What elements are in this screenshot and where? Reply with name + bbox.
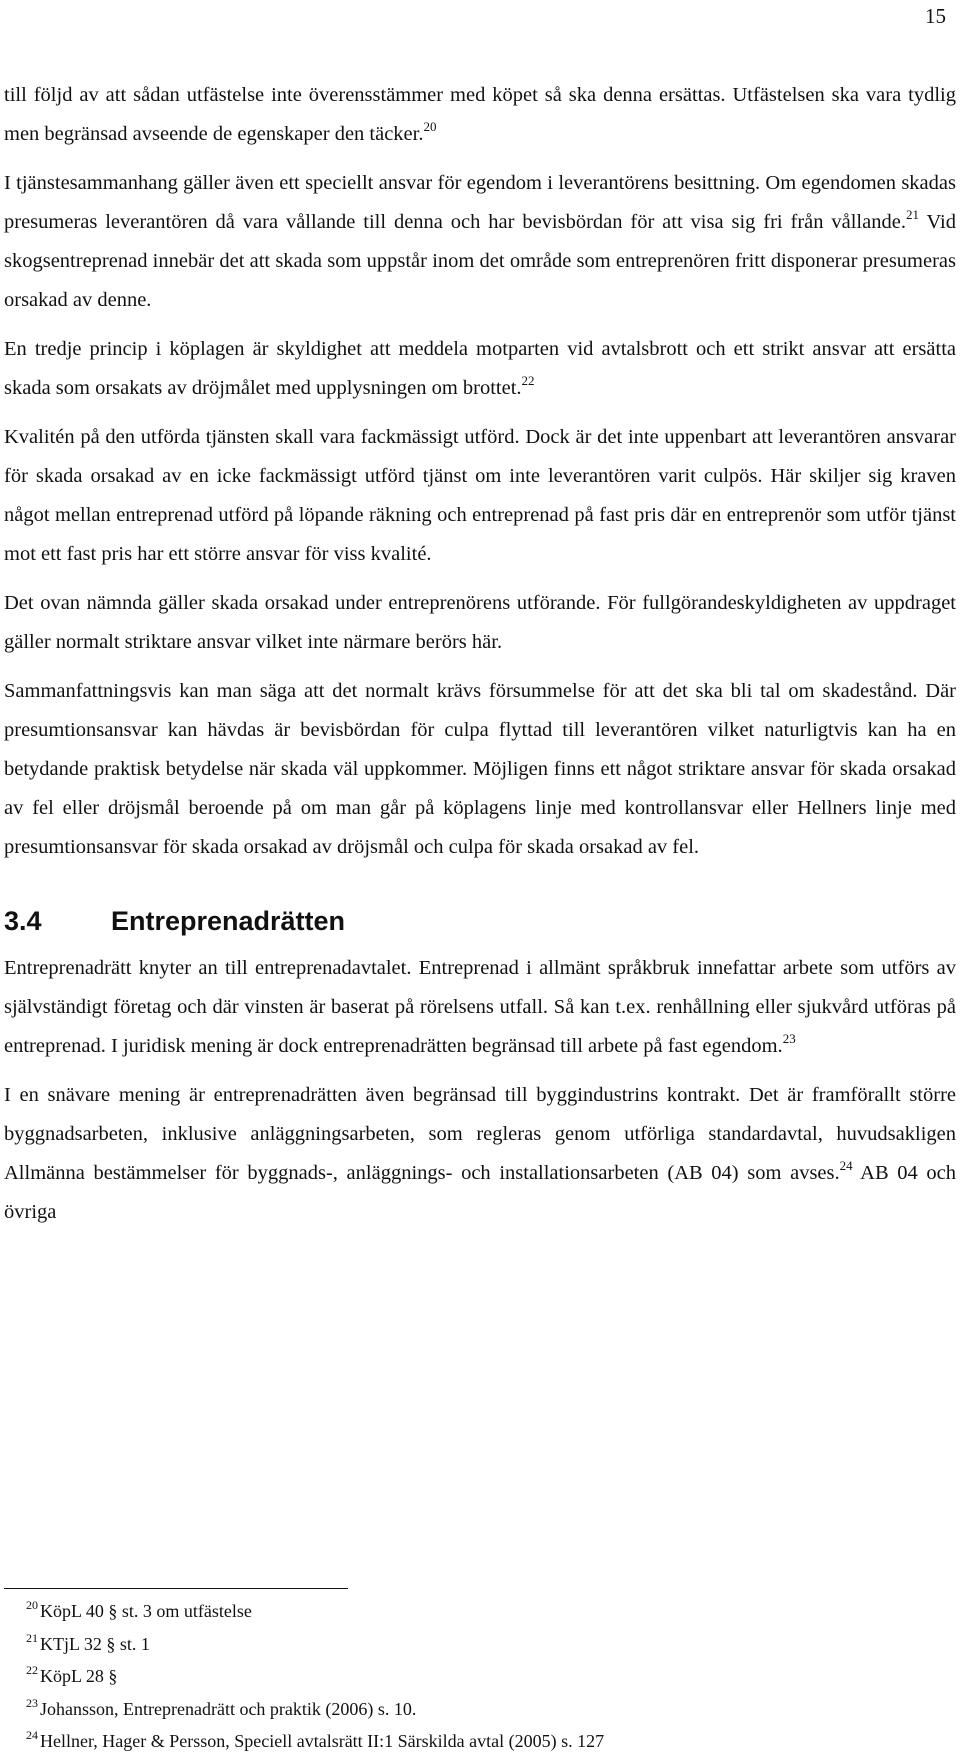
document-body [4, 76, 956, 1242]
paragraph [4, 76, 956, 154]
paragraph-text: I tjänstesammanhang gäller även ett speciellt ansvar för egendom i leverantörens besittning. Om egendomen skadas presumeras leverantören då vara vållande till denna och har bevisbördan för att visa sig fri från vållande. [4, 172, 956, 233]
footnote-reference[interactable]: 23 [782, 1031, 796, 1046]
footnote-reference[interactable]: 22 [521, 373, 535, 388]
footnote [4, 1660, 956, 1693]
paragraph-text: En tredje princip i köplagen är skyldighet att meddela motparten vid avtalsbrott och ett strikt ansvar att ersätta skada som orsakats av dröjmålet med upplysningen om brottet. [4, 338, 956, 399]
footnote-reference[interactable]: 24 [839, 1158, 853, 1173]
paragraph-text: Sammanfattningsvis kan man säga att det normalt krävs försummelse för att det ska bli tal om skadestånd. Där presumtionsansvar kan hävdas är bevisbördan för culpa flyttad till leverantören vilket naturligtvis kan ha en betydande praktisk betydelse när skada väl uppkommer. Möjligen finns ett något striktare ansvar för skada orsakad av fel eller dröjsmål beroende på om man går på köplagens linje med kontrollansvar eller Hellners linje med presumtionsansvar för skada orsakad av dröjsmål och culpa för skada orsakad av fel. [4, 680, 956, 858]
footnote-number: 23 [26, 1695, 38, 1710]
body-paragraphs [4, 76, 956, 867]
footnote-divider [4, 1588, 348, 1589]
paragraph [4, 164, 956, 320]
paragraph-text: till följd av att sådan utfästelse inte överensstämmer med köpet så ska denna ersättas. Utfästelsen ska vara tydlig men begränsad avseende de egenskaper den täcker. [4, 84, 956, 145]
footnote-reference[interactable]: 20 [423, 119, 437, 134]
section-heading [4, 899, 956, 943]
footnote-number: 22 [26, 1663, 38, 1677]
paragraph-text: Vid skogsentreprenad innebär det att skada som uppstår inom det område som entreprenören fritt disponerar presumeras orsakad av denne. [4, 211, 957, 311]
footnote [4, 1725, 956, 1758]
footnote [4, 1595, 956, 1628]
footnote-text: KTjL 32 § st. 1 [40, 1633, 150, 1654]
footnote-text: Johansson, Entreprenadrätt och praktik (2006) s. 10. [40, 1698, 417, 1719]
footnote [4, 1628, 956, 1661]
paragraph-text: AB 04 och övriga [4, 1162, 956, 1223]
paragraph-text: Det ovan nämnda gäller skada orsakad under entreprenörens utförande. För fullgörandeskyldigheten av uppdraget gäller normalt striktare ansvar vilket inte närmare berörs här. [4, 592, 956, 653]
footnote-text: KöpL 28 § [40, 1666, 118, 1686]
section-paragraphs [4, 949, 956, 1232]
footnote-reference[interactable]: 21 [905, 207, 919, 222]
section-number: 3.4 [4, 906, 42, 936]
paragraph [4, 672, 956, 867]
footnote-list [4, 1595, 956, 1758]
paragraph-text: I en snävare mening är entreprenadrätten även begränsad till byggindustrins kontrakt. Det är framförallt större byggnadsarbeten, inklusive anläggningsarbeten, som regleras genom utförliga standardavtal, huvudsakligen Allmänna bestämmelser för byggnads-, anläggnings- och installationsarbeten (AB 04) som avses. [4, 1084, 956, 1184]
footnote-number: 21 [26, 1630, 38, 1645]
paragraph [4, 1076, 956, 1232]
paragraph [4, 949, 956, 1066]
paragraph [4, 584, 956, 662]
paragraph [4, 418, 956, 574]
page-number: 15 [925, 4, 946, 28]
paragraph-text: Entreprenadrätt knyter an till entreprenadavtalet. Entreprenad i allmänt språkbruk innefattar arbete som utförs av självständigt företag och där vinsten är baserat på rörelsens utfall. Så kan t.ex. renhållning eller sjukvård utföras på entreprenad. I juridisk mening är dock entreprenadrätten begränsad till arbete på fast egendom. [4, 957, 956, 1057]
footnotes [4, 1588, 956, 1758]
paragraph-text: Kvalitén på den utförda tjänsten skall vara fackmässigt utförd. Dock är det inte uppenbart att leverantören ansvarar för skada orsakad av en icke fackmässigt utförd tjänst om inte leverantören varit culpös. Här skiljer sig kraven något mellan entreprenad utförd på löpande räkning och entreprenad på fast pris där en entreprenör som utför tjänst mot ett fast pris har ett större ansvar för viss kvalité. [4, 426, 956, 565]
footnote-number: 24 [26, 1728, 38, 1742]
footnote [4, 1693, 956, 1726]
footnote-text: Hellner, Hager & Persson, Speciell avtalsrätt II:1 Särskilda avtal (2005) s. 127 [40, 1731, 605, 1751]
paragraph [4, 330, 956, 408]
footnote-number: 20 [26, 1598, 38, 1612]
footnote-text: KöpL 40 § st. 3 om utfästelse [40, 1601, 252, 1621]
section-title: Entreprenadrätten [111, 906, 346, 936]
